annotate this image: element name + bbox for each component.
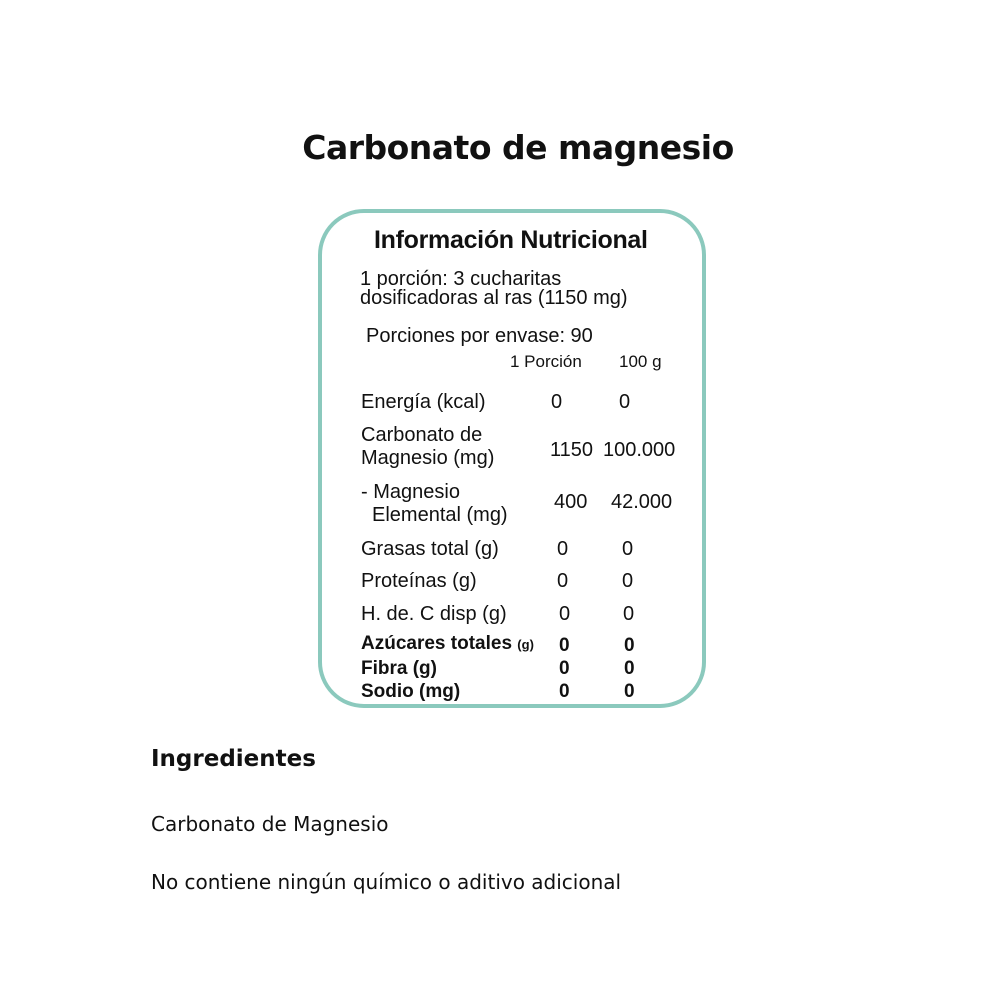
ingredients-line-2: No contiene ningún químico o aditivo adicional	[151, 870, 622, 894]
row-protein-100g: 0	[622, 570, 634, 592]
portion-size	[360, 270, 628, 308]
row-sugars-portion: 0	[559, 635, 570, 656]
row-elemental-label-line1: - Magnesio	[361, 481, 460, 503]
row-carbs-portion: 0	[559, 603, 571, 625]
row-protein-label: Proteínas (g)	[361, 570, 477, 592]
row-sugars-100g: 0	[624, 635, 635, 656]
row-carbs-100g: 0	[623, 603, 635, 625]
row-sodium-label: Sodio (mg)	[361, 681, 461, 702]
row-fat-portion: 0	[557, 538, 569, 560]
row-sugars-label	[361, 633, 534, 656]
row-energy-100g: 0	[619, 391, 631, 413]
row-carbs-label: H. de. C disp (g)	[361, 603, 507, 625]
row-energy-label: Energía (kcal)	[361, 391, 486, 413]
row-elemental-label-line2: Elemental (mg)	[372, 504, 508, 526]
product-title: Carbonato de magnesio	[302, 128, 734, 167]
row-fiber-label: Fibra (g)	[361, 658, 437, 679]
row-protein-portion: 0	[557, 570, 569, 592]
row-fiber-portion: 0	[559, 658, 570, 679]
row-sugars-unit: (g)	[517, 637, 534, 652]
row-elemental-100g: 42.000	[611, 491, 673, 513]
portion-size-line2: dosificadoras al ras (1150 mg)	[360, 287, 628, 309]
row-fiber-100g: 0	[624, 658, 635, 679]
row-carbonate-100g: 100.000	[603, 439, 676, 461]
row-energy-portion: 0	[551, 391, 563, 413]
row-carbonate-label-line1: Carbonato de	[361, 424, 483, 446]
servings-per-container: Porciones por envase: 90	[366, 325, 593, 347]
row-sodium-100g: 0	[624, 681, 635, 702]
row-sodium-portion: 0	[559, 681, 570, 702]
row-sugars-label-text: Azúcares totales	[361, 633, 513, 654]
column-header-portion: 1 Porción	[510, 352, 582, 371]
ingredients-title: Ingredientes	[151, 746, 316, 772]
row-carbonate-portion: 1150	[550, 439, 594, 461]
row-fat-100g: 0	[622, 538, 634, 560]
row-carbonate-label-line2: Magnesio (mg)	[361, 447, 495, 469]
row-elemental-label	[361, 481, 508, 527]
row-elemental-portion: 400	[554, 491, 588, 513]
column-header-100g: 100 g	[619, 352, 662, 371]
row-carbonate-label	[361, 424, 494, 470]
row-fat-label: Grasas total (g)	[361, 538, 499, 560]
nutrition-title: Información Nutricional	[374, 226, 648, 254]
ingredients-line-1: Carbonato de Magnesio	[151, 812, 389, 836]
portion-size-line1: 1 porción: 3 cucharitas	[360, 268, 562, 290]
